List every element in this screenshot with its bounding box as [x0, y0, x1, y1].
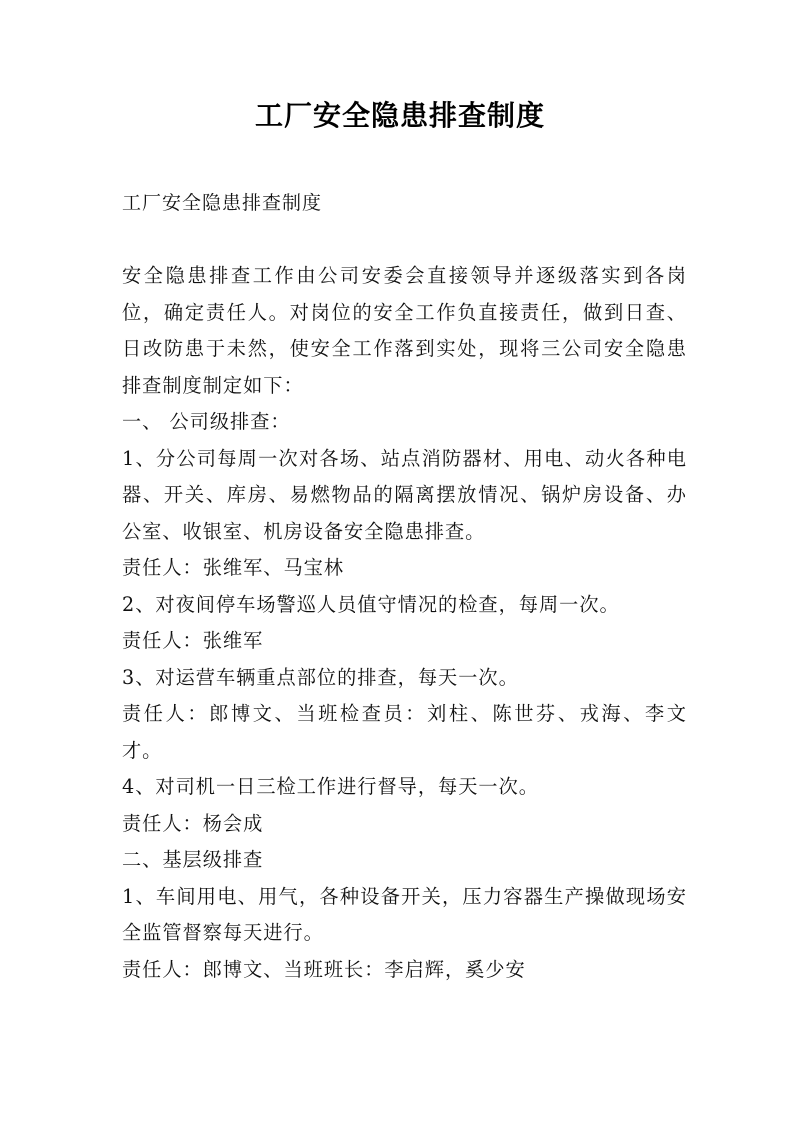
responsible-person: 责任人：张维军、马宝林 [122, 556, 345, 579]
responsible-person: 责任人：杨会成 [122, 811, 264, 835]
document-body [122, 258, 687, 988]
intro-paragraph: 安全隐患排查工作由公司安委会直接领导并逐级落实到各岗位，确定责任人。对岗位的安全工作负直接责任，做到日查、 日改防患于未然，使安全工作落到实处，现将三公司安全隐患排查制度制定如下： [122, 264, 687, 397]
document-title: 工厂安全隐患排查制度 [254, 99, 545, 132]
list-item: 4、对司机一日三检工作进行督导，每天一次。 [122, 775, 539, 798]
responsible-person: 责任人：张维军 [122, 629, 264, 652]
responsible-person: 责任人：郎博文、当班检查员：刘柱、陈世芬、戎海、李文才。 [122, 702, 687, 762]
list-item: 3、对运营车辆重点部位的排查，每天一次。 [122, 665, 519, 689]
list-item: 1、车间用电、用气，各种设备开关，压力容器生产操做现场安全监管督察每天进行。 [122, 884, 687, 944]
section-heading-grassroots: 二、基层级排查 [122, 848, 264, 871]
section-heading-company: 一、 公司级排查： [122, 410, 291, 433]
responsible-person: 责任人：郎博文、当班班长：李启辉，奚少安 [122, 957, 526, 981]
list-item: 1、分公司每周一次对各场、站点消防器材、用电、动火各种电器、开关、库房、易燃物品的隔离摆放情况、锅炉房设备、办公室、收银室、机房设备安全隐患排查。 [122, 446, 687, 543]
list-item: 2、对夜间停车场警巡人员值守情况的检查，每周一次。 [122, 592, 620, 616]
document-subtitle: 工厂安全隐患排查制度 [122, 192, 323, 214]
